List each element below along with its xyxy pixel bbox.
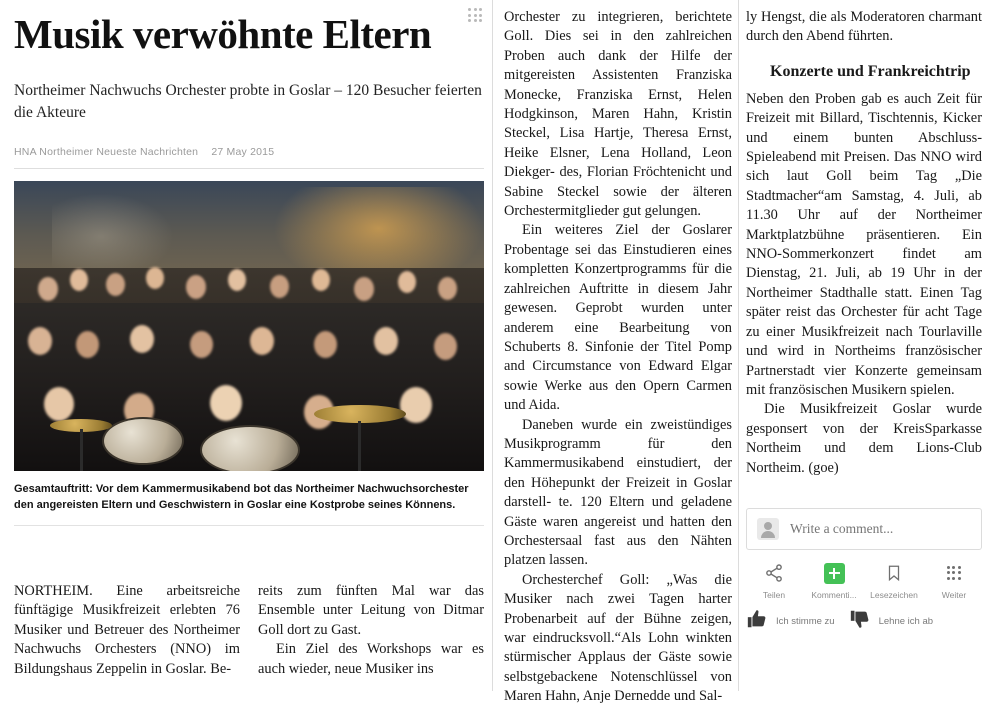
- lead-paragraph-columns: [14, 582, 484, 679]
- source-name: HNA Northeimer Neueste Nachrichten: [14, 146, 199, 158]
- section-heading: [746, 61, 982, 82]
- left-column: [14, 0, 484, 526]
- bookmark-label: Lesezeichen: [870, 590, 918, 600]
- article-photo-block: [14, 181, 484, 526]
- grid-dots-icon: [926, 560, 982, 586]
- section-heading-text: Konzerte und Frankreichtrip: [770, 62, 971, 80]
- disagree-button[interactable]: [849, 608, 933, 635]
- page-title: Musik verwöhnte Eltern: [14, 11, 432, 57]
- publish-date: 27 May 2015: [211, 146, 275, 158]
- paragraph: reits zum fünften Mal war das Ensemble unter Leitung von Ditmar Goll dort zu Gast.: [258, 583, 484, 638]
- bookmark-icon: [866, 560, 922, 586]
- column-divider-1: [492, 0, 493, 691]
- lead-column-2: [258, 582, 484, 679]
- plus-square-icon: [806, 560, 862, 586]
- photo-caption: Gesamtauftritt: Vor dem Kammermusikabend bot das Northeimer Nachwuchsorchester den angereisten Eltern und Geschwistern in Goslar eine Kostprobe seines Könnens.: [14, 481, 484, 526]
- share-bar: [746, 560, 982, 600]
- orchestra-photo: [14, 181, 484, 471]
- lead-column-1: [14, 582, 240, 679]
- user-avatar-icon: [757, 518, 779, 540]
- paragraph: Orchester zu integrieren, berichtete Goll. Dies sei in den zahlreichen Proben auch dank der Hilfe der mitgereisten Assistenten Franziska Monecke, Franziska Ernst, Helen Hodgkinson, Maren Hahn, Kristin Steckel, Lisa Hartje, Theresa Ernst, Heike Elsner, Lena Holland, Leon Diekger- des, Florian Fröchtenicht und Sabine Steckel sowie der älteren Orchestermitglieder gut gelungen.: [504, 9, 732, 220]
- paragraph: Ein Ziel des Workshops war es auch wieder, neue Musiker ins: [258, 641, 484, 677]
- bookmark-button[interactable]: [866, 560, 922, 600]
- comment-label: Kommenti...: [811, 590, 857, 600]
- comment-box[interactable]: [746, 508, 982, 550]
- paragraph: Daneben wurde ein zweistündiges Musikprogramm für den Kammermusikabend einstudiert, der den Höhepunkt der Freizeit in Goslar darstell- te. 120 Eltern und geladene Gäste waren angereist und hatten den Orchestersaal fast aus den Nähten platzen lassen.: [504, 416, 732, 569]
- share-label: Teilen: [762, 590, 786, 600]
- comment-input[interactable]: [788, 520, 971, 538]
- comment-add-button[interactable]: [806, 560, 862, 600]
- agree-label: Ich stimme zu: [776, 616, 835, 627]
- share-button[interactable]: [746, 560, 802, 600]
- byline: [14, 146, 484, 169]
- agree-button[interactable]: [746, 608, 835, 635]
- share-nodes-icon: [746, 560, 802, 586]
- disagree-label: Lehne ich ab: [878, 616, 934, 627]
- more-label: Weiter: [941, 590, 967, 600]
- article-subheadline: Northeimer Nachwuchs Orchester probte in Goslar – 120 Besucher feierten die Akteure: [14, 82, 482, 121]
- paragraph: Neben den Proben gab es auch Zeit für Freizeit mit Billard, Tischtennis, Kicker und einem bunten Abschluss-Spieleabend mit Preisen. Das NNO wird sich laut Goll beim Tag „Die Stadtmacher“am Samstag, 4. Juli, ab 11.30 Uhr auf der Northeimer Marktplatzbühne präsentieren. Ein NNO-Sommerkonzert findet am Dienstag, 21. Juli, ab 19 Uhr in der Northeimer Stadthalle statt. Einen Tag später reist das Orchester für acht Tage zu einer Musikfreizeit nach Tourlaville und wird in Northeims französischer Partnerstadt vier Konzerte gemeinsam mit französischen Musikern spielen.: [746, 90, 982, 398]
- middle-column: [504, 0, 732, 707]
- more-button[interactable]: [926, 560, 982, 600]
- column-divider-2: [738, 0, 739, 691]
- vote-bar: [746, 608, 982, 635]
- paragraph: Ein weiteres Ziel der Goslarer Probentage sei das Einstudieren eines kompletten Konzertprogramms für die zahlreichen Auftritte in diesem Jahr gewesen. Geprobt wurden unter anderem eine Bearbeitung von Schuberts 8. Sinfonie der Titel Pomp and Circumstance von Edward Elgar sowie Werke aus den Opern Carmen und Aida.: [504, 222, 732, 414]
- paragraph: NORTHEIM. Eine arbeitsreiche fünftägige Musikfreizeit erlebten 76 Musiker und Betreuer des Northeimer Nachwuchs Orchesters (NNO) im Bildungshaus Zeppelin in Goslar. Be-: [14, 583, 240, 677]
- right-column: [746, 0, 982, 478]
- paragraph: Die Musikfreizeit Goslar wurde gesponsert von der KreisSparkasse Northeim und dem Lions-Club Northeim. (goe): [746, 401, 982, 476]
- paragraph: Orchesterchef Goll: „Was die Musiker nach zwei Tagen harter Probenarbeit auf der Bühne zeigen, war eindrucksvoll.“Als Lohn winkten stürmischer Applaus der Gäste sowie selbstgebackene Notenschlüssel von Maren Hahn, Anje Dernedde und Sal-: [504, 571, 732, 705]
- thumbs-up-icon: [746, 608, 768, 635]
- paragraph: ly Hengst, die als Moderatoren charmant durch den Abend führten.: [746, 9, 982, 45]
- thumbs-down-icon: [849, 608, 871, 635]
